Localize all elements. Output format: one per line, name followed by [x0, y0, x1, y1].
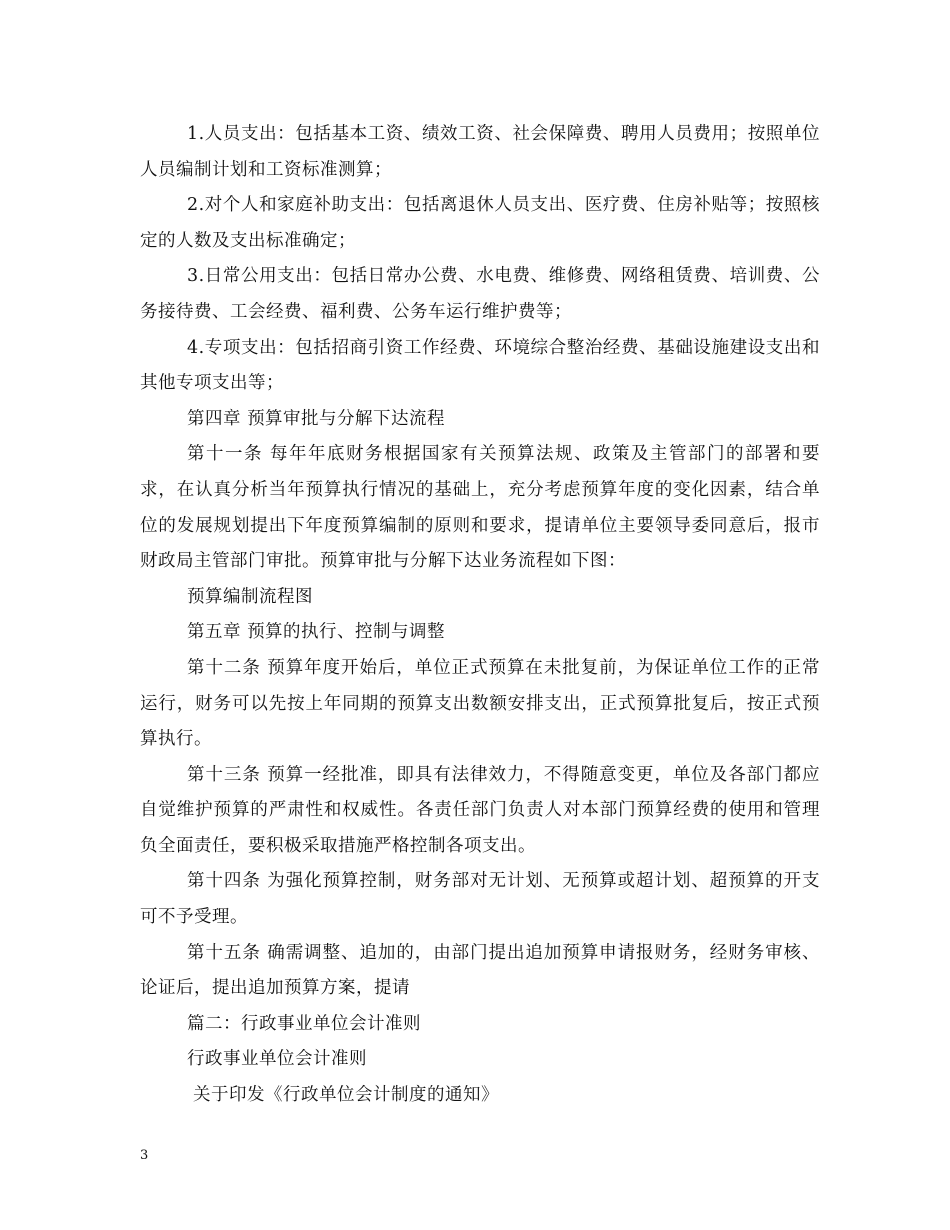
- article-thirteen: 第十三条 预算一经批准，即具有法律效力，不得随意变更，单位及各部门都应自觉维护预算的严肃性和权威性。各责任部门负责人对本部门预算经费的使用和管理负全面责任，要积极采取措施严格控制各项支出。: [140, 764, 820, 856]
- paragraph-daily-public-expenses: 3.日常公用支出：包括日常办公费、水电费、维修费、网络租赁费、培训费、公务接待费、工会经费、福利费、公务车运行维护费等；: [140, 266, 820, 322]
- part-two-heading: 篇二：行政事业单位会计准则: [187, 1013, 421, 1034]
- paragraph-personnel-expenses: 1.人员支出：包括基本工资、绩效工资、社会保障费、聘用人员费用；按照单位人员编制计划和工资标准测算；: [140, 124, 820, 180]
- article-fifteen: 第十五条 确需调整、追加的，由部门提出追加预算申请报财务，经财务审核、论证后，提出追加预算方案，提请: [140, 942, 820, 999]
- notice-title: 关于印发《行政单位会计制度的通知》: [193, 1085, 499, 1106]
- chapter-four-heading: 第四章 预算审批与分解下达流程: [187, 408, 446, 429]
- accounting-standards-title: 行政事业单位会计准则: [187, 1049, 367, 1070]
- page-number: 3: [140, 1148, 149, 1163]
- budget-flowchart-caption: 预算编制流程图: [187, 586, 313, 607]
- paragraph-family-subsidy: 2.对个人和家庭补助支出：包括离退休人员支出、医疗费、住房补贴等；按照核定的人数及支出标准确定；: [140, 195, 820, 251]
- article-twelve: 第十二条 预算年度开始后，单位正式预算在未批复前，为保证单位工作的正常运行，财务可以先按上年同期的预算支出数额安排支出，正式预算批复后，按正式预算执行。: [140, 657, 820, 750]
- article-eleven: 第十一条 每年年底财务根据国家有关预算法规、政策及主管部门的部署和要求，在认真分析当年预算执行情况的基础上，充分考虑预算年度的变化因素，结合单位的发展规划提出下年度预算编制的原则和要求，提请单位主要领导委同意后，报市财政局主管部门审批。预算审批与分解下达业务流程如下图：: [140, 444, 820, 572]
- paragraph-special-expenses: 4.专项支出：包括招商引资工作经费、环境综合整治经费、基础设施建设支出和其他专项支出等；: [140, 337, 820, 394]
- document-body: [140, 117, 820, 1114]
- chapter-five-heading: 第五章 预算的执行、控制与调整: [187, 622, 446, 643]
- article-fourteen: 第十四条 为强化预算控制，财务部对无计划、无预算或超计划、超预算的开支可不予受理。: [140, 871, 820, 928]
